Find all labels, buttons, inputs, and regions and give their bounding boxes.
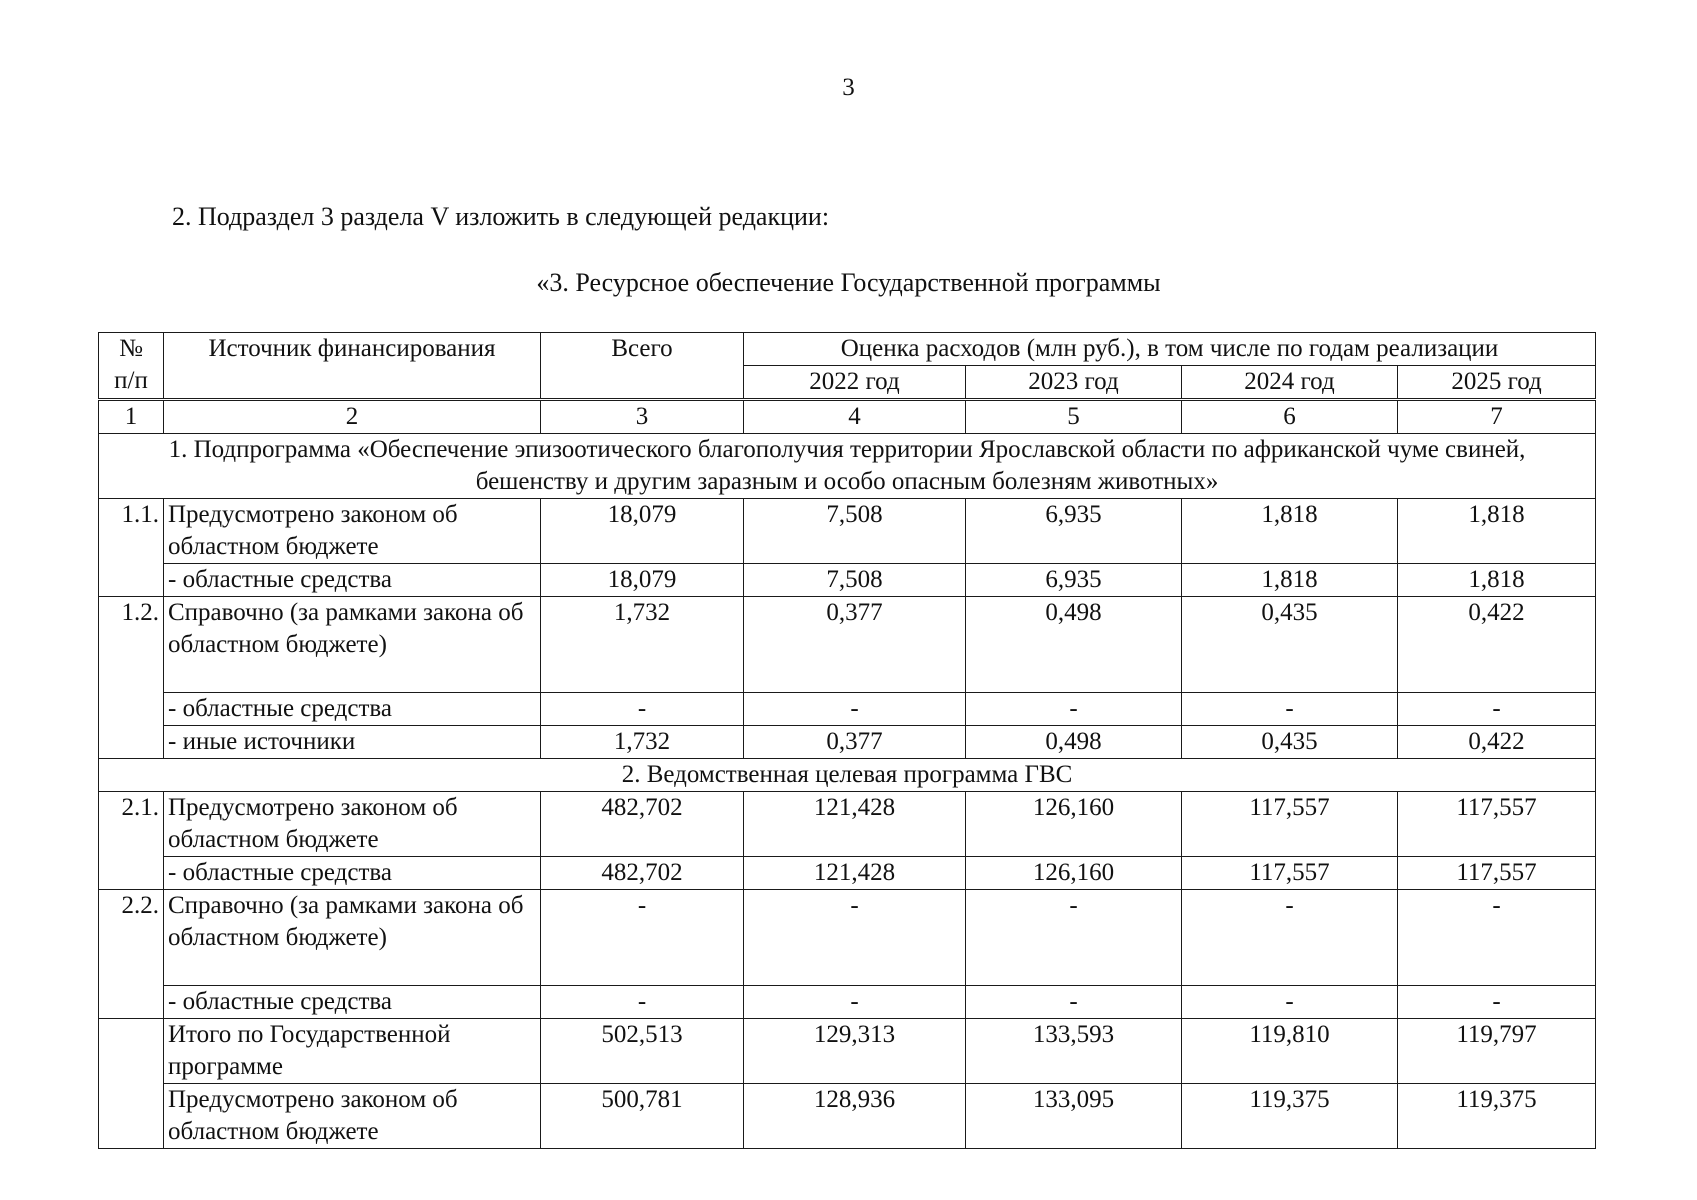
table-row [99, 792, 1596, 857]
row-label: Итого по Государственной программе [164, 1019, 541, 1084]
row-2023: - [966, 986, 1182, 1019]
row-label: - областные средства [164, 693, 541, 726]
table-row [99, 564, 1596, 597]
row-total: 18,079 [541, 499, 744, 564]
row-2025: 119,375 [1398, 1084, 1596, 1149]
row-num [99, 1084, 164, 1149]
row-2024: - [1182, 693, 1398, 726]
row-2022: - [744, 986, 966, 1019]
row-2022: 7,508 [744, 564, 966, 597]
table-row [99, 499, 1596, 564]
row-2024: 117,557 [1182, 857, 1398, 890]
page-number: 3 [842, 74, 855, 101]
row-2023: 6,935 [966, 499, 1182, 564]
row-total: 482,702 [541, 857, 744, 890]
row-total: 18,079 [541, 564, 744, 597]
row-total: 500,781 [541, 1084, 744, 1149]
row-2024: 117,557 [1182, 792, 1398, 857]
header-year-2024: 2024 год [1182, 366, 1398, 400]
row-2022: 121,428 [744, 792, 966, 857]
row-2022: 0,377 [744, 726, 966, 759]
header-year-2023: 2023 год [966, 366, 1182, 400]
row-2025: - [1398, 693, 1596, 726]
row-label: Предусмотрено законом об областном бюджете [164, 1084, 541, 1149]
section-row [99, 434, 1596, 499]
row-total: - [541, 693, 744, 726]
table-row [99, 1019, 1596, 1084]
row-2025: 1,818 [1398, 564, 1596, 597]
row-num [99, 726, 164, 759]
row-2025: 117,557 [1398, 857, 1596, 890]
row-total: - [541, 986, 744, 1019]
row-label: - областные средства [164, 564, 541, 597]
column-number: 2 [164, 400, 541, 434]
row-2024: 1,818 [1182, 564, 1398, 597]
table-row [99, 1084, 1596, 1149]
intro-paragraph: 2. Подраздел 3 раздела V изложить в следующей редакции: [172, 202, 830, 231]
table-row [99, 857, 1596, 890]
row-2023: - [966, 693, 1182, 726]
row-2022: 7,508 [744, 499, 966, 564]
row-2025: - [1398, 890, 1596, 986]
row-2025: 1,818 [1398, 499, 1596, 564]
table-title: «3. Ресурсное обеспечение Государственной программы [536, 268, 1161, 297]
row-2023: 0,498 [966, 597, 1182, 693]
column-number: 4 [744, 400, 966, 434]
row-2023: 133,095 [966, 1084, 1182, 1149]
header-num2: п/п [114, 367, 148, 394]
row-2023: 126,160 [966, 857, 1182, 890]
row-num [99, 986, 164, 1019]
row-label: - иные источники [164, 726, 541, 759]
header-total: Всего [541, 333, 744, 400]
row-2022: 128,936 [744, 1084, 966, 1149]
row-total: 1,732 [541, 726, 744, 759]
row-num [99, 857, 164, 890]
row-2025: 119,797 [1398, 1019, 1596, 1084]
row-2023: 6,935 [966, 564, 1182, 597]
row-num [99, 693, 164, 726]
section-row [99, 759, 1596, 792]
column-number: 5 [966, 400, 1182, 434]
row-2023: - [966, 890, 1182, 986]
row-label: - областные средства [164, 986, 541, 1019]
column-number: 1 [99, 400, 164, 434]
header-year-2022: 2022 год [744, 366, 966, 400]
row-2024: 0,435 [1182, 597, 1398, 693]
row-2025: 0,422 [1398, 597, 1596, 693]
row-label: Справочно (за рамками закона об областном бюджете) [164, 890, 541, 986]
row-label: - областные средства [164, 857, 541, 890]
row-total: 482,702 [541, 792, 744, 857]
row-2025: - [1398, 986, 1596, 1019]
column-number: 6 [1182, 400, 1398, 434]
header-year-2025: 2025 год [1398, 366, 1596, 400]
resource-table [98, 332, 1596, 1149]
header-estimate: Оценка расходов (млн руб.), в том числе по годам реализации [744, 333, 1596, 366]
row-2022: 129,313 [744, 1019, 966, 1084]
row-num [99, 1019, 164, 1084]
row-label: Предусмотрено законом об областном бюджете [164, 499, 541, 564]
table-row [99, 890, 1596, 986]
column-numbers-row [99, 400, 1596, 434]
row-2022: - [744, 890, 966, 986]
row-num: 1.1. [99, 499, 164, 564]
row-num: 1.2. [99, 597, 164, 693]
row-2025: 0,422 [1398, 726, 1596, 759]
row-num [99, 564, 164, 597]
column-number: 3 [541, 400, 744, 434]
header-row [99, 333, 1596, 366]
row-2022: 121,428 [744, 857, 966, 890]
table-row [99, 986, 1596, 1019]
row-2023: 133,593 [966, 1019, 1182, 1084]
row-2022: - [744, 693, 966, 726]
row-2024: 119,375 [1182, 1084, 1398, 1149]
section-1-title: 1. Подпрограмма «Обеспечение эпизоотического благополучия территории Ярославской области по африканской чуме свиней, бешенству и другим заразным и особо опасным болезням животных» [99, 434, 1596, 499]
row-num: 2.1. [99, 792, 164, 857]
row-total: - [541, 890, 744, 986]
header-num: № [119, 335, 143, 362]
table-row [99, 726, 1596, 759]
column-number: 7 [1398, 400, 1596, 434]
row-2024: 1,818 [1182, 499, 1398, 564]
row-num: 2.2. [99, 890, 164, 986]
header-num-cell [99, 333, 164, 400]
header-source: Источник финансирования [164, 333, 541, 400]
row-2023: 126,160 [966, 792, 1182, 857]
row-2023: 0,498 [966, 726, 1182, 759]
row-2022: 0,377 [744, 597, 966, 693]
row-2024: - [1182, 890, 1398, 986]
row-2024: 119,810 [1182, 1019, 1398, 1084]
table-row [99, 597, 1596, 693]
row-2024: 0,435 [1182, 726, 1398, 759]
row-label: Предусмотрено законом об областном бюджете [164, 792, 541, 857]
row-total: 502,513 [541, 1019, 744, 1084]
section-2-title: 2. Ведомственная целевая программа ГВС [99, 759, 1596, 792]
row-2025: 117,557 [1398, 792, 1596, 857]
table-row [99, 693, 1596, 726]
row-label: Справочно (за рамками закона об областном бюджете) [164, 597, 541, 693]
row-total: 1,732 [541, 597, 744, 693]
row-2024: - [1182, 986, 1398, 1019]
